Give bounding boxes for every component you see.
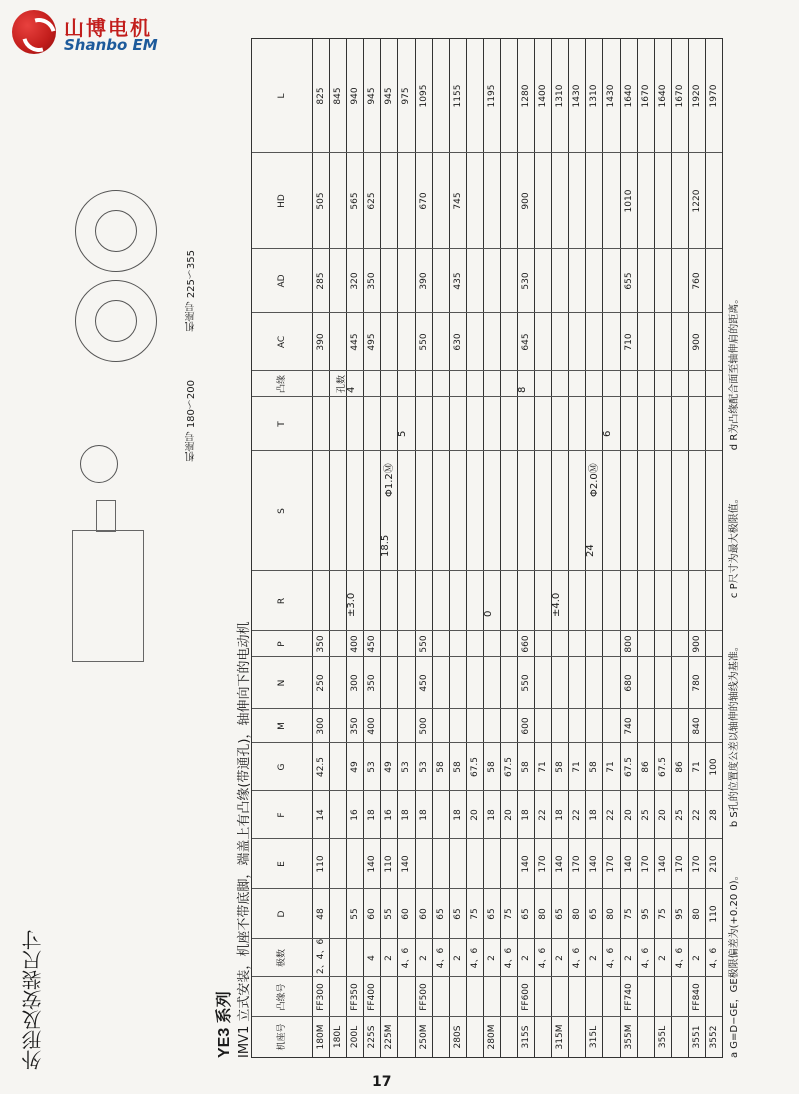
cell-L: 1400 bbox=[538, 84, 549, 108]
header-flange: 凸缘号 bbox=[252, 976, 312, 1017]
cell-frame: 355M bbox=[623, 1024, 634, 1050]
cell-L: 1640 bbox=[623, 84, 634, 108]
cell-E: 140 bbox=[401, 855, 412, 873]
cell-G: 71 bbox=[606, 761, 617, 773]
cell-L: 945 bbox=[367, 87, 378, 105]
cell-F: 18 bbox=[555, 809, 566, 821]
cell-D: 65 bbox=[555, 908, 566, 920]
cell-frame: 225M bbox=[384, 1024, 395, 1050]
cell-poles: 2 bbox=[657, 955, 668, 961]
cell-G: 86 bbox=[674, 761, 685, 773]
cell-L: 945 bbox=[384, 87, 395, 105]
cell-E: 110 bbox=[316, 855, 326, 873]
cell-poles: 4、6 bbox=[435, 947, 446, 969]
cell-P: 350 bbox=[316, 635, 326, 653]
cell-AC: 445 bbox=[350, 333, 361, 351]
diagram-label-b: 机座号 225～355 bbox=[186, 250, 197, 332]
cell-G: 58 bbox=[486, 761, 497, 773]
cell-AD: 655 bbox=[623, 272, 634, 290]
cell-AC: 710 bbox=[623, 333, 634, 351]
cell-F: 18 bbox=[418, 809, 429, 821]
motor-drawings bbox=[60, 200, 170, 680]
cell-AC: 630 bbox=[452, 333, 463, 351]
cell-F: 18 bbox=[401, 809, 412, 821]
col-divider bbox=[252, 1016, 722, 1017]
cell-L: 940 bbox=[350, 87, 361, 105]
cell-L: 975 bbox=[401, 87, 412, 105]
cell-G: 67.5 bbox=[623, 756, 634, 778]
header-frame: 机座号 bbox=[252, 1016, 312, 1057]
cell-E: 170 bbox=[606, 855, 617, 873]
cell-D: 60 bbox=[401, 908, 412, 920]
cell-D: 60 bbox=[367, 908, 378, 920]
cell-F: 22 bbox=[572, 809, 583, 821]
header-P: P bbox=[252, 630, 312, 657]
r-tol-1: ±3.0 bbox=[346, 592, 358, 617]
cell-F: 14 bbox=[316, 809, 326, 821]
rotated-content bbox=[211, 40, 786, 1058]
r-tol-2: ±4.0 bbox=[551, 592, 563, 617]
dimension-table bbox=[251, 38, 723, 1058]
cell-G: 53 bbox=[418, 761, 429, 773]
cell-L: 1095 bbox=[418, 84, 429, 108]
cell-G: 58 bbox=[521, 761, 531, 773]
header-poles: 极数 bbox=[252, 938, 312, 977]
header-T: T bbox=[252, 396, 312, 451]
cell-E: 170 bbox=[691, 855, 702, 873]
cell-D: 75 bbox=[503, 908, 514, 920]
col-divider bbox=[252, 938, 722, 939]
cell-AC: 495 bbox=[367, 333, 378, 351]
motor-shaft bbox=[96, 500, 116, 532]
cell-F: 22 bbox=[606, 809, 617, 821]
cell-AD: 390 bbox=[418, 272, 429, 290]
cell-G: 67.5 bbox=[657, 756, 668, 778]
cell-frame: 315S bbox=[521, 1025, 531, 1049]
holes-1: 4 bbox=[346, 386, 358, 393]
flange-view-a-inner bbox=[95, 300, 137, 342]
cell-N: 350 bbox=[367, 674, 378, 692]
cell-L: 1670 bbox=[674, 84, 685, 108]
cell-P: 550 bbox=[418, 635, 429, 653]
cell-AD: 435 bbox=[452, 272, 463, 290]
cell-D: 65 bbox=[486, 908, 497, 920]
page-title: 外形及安装尺寸 bbox=[21, 930, 45, 1070]
cell-poles: 4 bbox=[367, 955, 378, 961]
cell-D: 65 bbox=[521, 908, 531, 920]
header-D: D bbox=[252, 888, 312, 939]
cell-L: 1280 bbox=[521, 84, 531, 108]
cell-F: 18 bbox=[452, 809, 463, 821]
cell-HD: 505 bbox=[316, 192, 326, 210]
cell-L: 1670 bbox=[640, 84, 651, 108]
cell-poles: 2、4、6 bbox=[316, 938, 326, 974]
cell-E: 140 bbox=[657, 855, 668, 873]
cell-flange: FF350 bbox=[350, 983, 361, 1011]
header-F: F bbox=[252, 790, 312, 839]
cell-F: 18 bbox=[486, 809, 497, 821]
series-subtitle: IMV1 立式安装，机座不带底脚，端盖上有凸缘(带通孔)，轴伸向下的电动机 bbox=[237, 621, 252, 1058]
cell-F: 25 bbox=[640, 809, 651, 821]
r-basic: 0 bbox=[482, 610, 494, 617]
cell-frame: 315L bbox=[589, 1025, 600, 1049]
cell-F: 20 bbox=[469, 809, 480, 821]
s-basic-1: 18.5 bbox=[380, 534, 392, 557]
cell-D: 80 bbox=[538, 908, 549, 920]
cell-E: 140 bbox=[521, 855, 531, 873]
col-divider bbox=[252, 708, 722, 709]
col-divider bbox=[252, 248, 722, 249]
cell-L: 1310 bbox=[589, 84, 600, 108]
cell-N: 300 bbox=[350, 674, 361, 692]
cell-D: 48 bbox=[316, 908, 326, 920]
holes-2: 8 bbox=[517, 386, 528, 393]
cell-E: 170 bbox=[572, 855, 583, 873]
header-E: E bbox=[252, 838, 312, 889]
cell-E: 140 bbox=[623, 855, 634, 873]
cell-F: 22 bbox=[538, 809, 549, 821]
cell-P: 800 bbox=[623, 635, 634, 653]
cell-AC: 645 bbox=[521, 333, 531, 351]
brand-cn: 山博电机 bbox=[64, 16, 152, 40]
cell-N: 680 bbox=[623, 674, 634, 692]
col-divider bbox=[252, 450, 722, 451]
col-divider bbox=[252, 396, 722, 397]
motor-side-view bbox=[72, 530, 144, 662]
cell-E: 170 bbox=[674, 855, 685, 873]
cell-G: 86 bbox=[640, 761, 651, 773]
cell-F: 16 bbox=[384, 809, 395, 821]
cell-M: 740 bbox=[623, 717, 634, 735]
s-pos-1: Φ1.2Ⓜ bbox=[384, 463, 396, 497]
cell-N: 550 bbox=[521, 674, 531, 692]
header-AC: AC bbox=[252, 312, 312, 371]
cell-HD: 1010 bbox=[623, 189, 634, 213]
series-title: YE3 系列 bbox=[216, 991, 233, 1058]
cell-D: 75 bbox=[657, 908, 668, 920]
cell-D: 80 bbox=[691, 908, 702, 920]
cell-AC: 390 bbox=[316, 333, 326, 351]
brand-logo bbox=[12, 10, 232, 60]
cell-poles: 4、6 bbox=[708, 947, 719, 969]
cell-frame: 225S bbox=[367, 1025, 378, 1049]
cell-G: 67.5 bbox=[503, 756, 514, 778]
cell-E: 210 bbox=[708, 855, 719, 873]
cell-P: 450 bbox=[367, 635, 378, 653]
cell-L: 1640 bbox=[657, 84, 668, 108]
cell-AD: 530 bbox=[521, 272, 531, 290]
cell-M: 400 bbox=[367, 717, 378, 735]
cell-L: 845 bbox=[333, 87, 344, 105]
cell-D: 75 bbox=[623, 908, 634, 920]
cell-flange: FF400 bbox=[367, 983, 378, 1011]
cell-frame: 3552 bbox=[708, 1025, 719, 1049]
col-divider bbox=[252, 790, 722, 791]
cell-D: 75 bbox=[469, 908, 480, 920]
cell-HD: 1220 bbox=[691, 189, 702, 213]
cell-D: 95 bbox=[640, 908, 651, 920]
cell-poles: 2 bbox=[384, 955, 395, 961]
cell-HD: 670 bbox=[418, 192, 429, 210]
cell-HD: 565 bbox=[350, 192, 361, 210]
cell-AC: 550 bbox=[418, 333, 429, 351]
cell-F: 16 bbox=[350, 809, 361, 821]
cell-F: 20 bbox=[503, 809, 514, 821]
footnote-a: a G=D−GE，GE极限偏差为(+0.20 0)。 bbox=[729, 870, 740, 1058]
cell-D: 65 bbox=[589, 908, 600, 920]
cell-D: 80 bbox=[606, 908, 617, 920]
header-S: S bbox=[252, 450, 312, 571]
cell-N: 450 bbox=[418, 674, 429, 692]
cell-G: 53 bbox=[401, 761, 412, 773]
cell-M: 840 bbox=[691, 717, 702, 735]
cell-D: 65 bbox=[452, 908, 463, 920]
cell-G: 49 bbox=[384, 761, 395, 773]
cell-D: 95 bbox=[674, 908, 685, 920]
header-AD: AD bbox=[252, 248, 312, 313]
cell-frame: 250M bbox=[418, 1024, 429, 1050]
header-holes: 凸缘孔数 bbox=[252, 370, 312, 397]
cell-P: 660 bbox=[521, 635, 531, 653]
col-divider bbox=[252, 630, 722, 631]
cell-F: 18 bbox=[521, 809, 531, 821]
cell-AD: 760 bbox=[691, 272, 702, 290]
footnotes bbox=[725, 40, 740, 1058]
page-number: 17 bbox=[372, 1074, 392, 1090]
cell-P: 900 bbox=[691, 635, 702, 653]
cell-G: 100 bbox=[708, 758, 719, 776]
cell-poles: 2 bbox=[623, 955, 634, 961]
col-divider bbox=[252, 570, 722, 571]
col-divider bbox=[252, 976, 722, 977]
cell-G: 71 bbox=[538, 761, 549, 773]
footnote-b: b S孔的位置度公差以轴伸的轴线为基准。 bbox=[729, 641, 740, 828]
cell-frame: 280M bbox=[486, 1024, 497, 1050]
col-divider bbox=[252, 152, 722, 153]
header-M: M bbox=[252, 708, 312, 743]
col-divider bbox=[252, 742, 722, 743]
cell-D: 55 bbox=[350, 908, 361, 920]
cell-poles: 2 bbox=[418, 955, 429, 961]
cell-AD: 285 bbox=[316, 272, 326, 290]
cell-poles: 2 bbox=[691, 955, 702, 961]
cell-L: 1430 bbox=[572, 84, 583, 108]
cell-poles: 4、6 bbox=[469, 947, 480, 969]
cell-poles: 2 bbox=[486, 955, 497, 961]
cell-E: 140 bbox=[589, 855, 600, 873]
cell-poles: 4、6 bbox=[401, 947, 412, 969]
cell-E: 110 bbox=[384, 855, 395, 873]
table-row bbox=[329, 39, 347, 1057]
cell-F: 18 bbox=[589, 809, 600, 821]
col-divider bbox=[252, 838, 722, 839]
cell-AD: 350 bbox=[367, 272, 378, 290]
cell-F: 20 bbox=[623, 809, 634, 821]
cell-poles: 4、6 bbox=[606, 947, 617, 969]
cell-M: 300 bbox=[316, 717, 326, 735]
col-divider bbox=[252, 656, 722, 657]
col-divider bbox=[252, 312, 722, 313]
cell-M: 600 bbox=[521, 717, 531, 735]
cell-poles: 2 bbox=[589, 955, 600, 961]
cell-flange: FF840 bbox=[691, 983, 702, 1011]
cell-L: 1155 bbox=[452, 84, 463, 108]
cell-P: 400 bbox=[350, 635, 361, 653]
cell-poles: 2 bbox=[521, 955, 531, 961]
header-L: L bbox=[252, 38, 312, 153]
cell-D: 110 bbox=[708, 905, 719, 923]
cell-G: 67.5 bbox=[469, 756, 480, 778]
cell-AC: 900 bbox=[691, 333, 702, 351]
cell-frame: 180M bbox=[316, 1024, 326, 1050]
header-N: N bbox=[252, 656, 312, 709]
cell-poles: 4、6 bbox=[538, 947, 549, 969]
cell-N: 250 bbox=[316, 674, 326, 692]
col-divider bbox=[252, 370, 722, 371]
cell-F: 25 bbox=[674, 809, 685, 821]
t-basic-1: 5 bbox=[397, 430, 409, 437]
cell-L: 825 bbox=[316, 87, 326, 105]
cell-HD: 625 bbox=[367, 192, 378, 210]
header-HD: HD bbox=[252, 152, 312, 249]
cell-E: 140 bbox=[367, 855, 378, 873]
cell-G: 49 bbox=[350, 761, 361, 773]
cell-flange: FF500 bbox=[418, 983, 429, 1011]
cell-D: 80 bbox=[572, 908, 583, 920]
cell-frame: 280S bbox=[452, 1025, 463, 1049]
cell-E: 170 bbox=[640, 855, 651, 873]
cell-N: 780 bbox=[691, 674, 702, 692]
cell-poles: 4、6 bbox=[674, 947, 685, 969]
cell-E: 170 bbox=[538, 855, 549, 873]
t-basic-2: 6 bbox=[602, 430, 614, 437]
cell-G: 71 bbox=[572, 761, 583, 773]
cell-flange: FF740 bbox=[623, 983, 634, 1011]
cell-F: 18 bbox=[367, 809, 378, 821]
cell-M: 500 bbox=[418, 717, 429, 735]
flange-view-b-inner bbox=[95, 210, 137, 252]
diagram-label-a: 机座号 180～200 bbox=[186, 380, 197, 462]
cell-flange: FF300 bbox=[316, 983, 326, 1011]
s-basic-2: 24 bbox=[585, 544, 597, 557]
cell-poles: 4、6 bbox=[572, 947, 583, 969]
header-R: R bbox=[252, 570, 312, 631]
cell-frame: 200L bbox=[350, 1025, 361, 1049]
header-G: G bbox=[252, 742, 312, 791]
cell-G: 58 bbox=[435, 761, 446, 773]
cell-D: 60 bbox=[418, 908, 429, 920]
footnote-d: d R为凸缘配合面至轴伸肩的距离。 bbox=[729, 293, 740, 451]
cell-frame: 3551 bbox=[691, 1025, 702, 1049]
cell-G: 53 bbox=[367, 761, 378, 773]
cell-M: 350 bbox=[350, 717, 361, 735]
cell-flange: FF600 bbox=[521, 983, 531, 1011]
logo-mark-icon bbox=[12, 10, 56, 54]
cell-L: 1430 bbox=[606, 84, 617, 108]
cell-G: 71 bbox=[691, 761, 702, 773]
cell-L: 1310 bbox=[555, 84, 566, 108]
shaft-key-view bbox=[80, 445, 118, 483]
cell-D: 55 bbox=[384, 908, 395, 920]
col-divider bbox=[252, 888, 722, 889]
cell-AD: 320 bbox=[350, 272, 361, 290]
footnote-c: c P尺寸为最大极限值。 bbox=[729, 493, 740, 599]
s-pos-2: Φ2.0Ⓜ bbox=[589, 463, 601, 497]
cell-poles: 2 bbox=[452, 955, 463, 961]
cell-HD: 900 bbox=[521, 192, 531, 210]
cell-frame: 180L bbox=[333, 1025, 344, 1049]
cell-poles: 2 bbox=[555, 955, 566, 961]
cell-G: 58 bbox=[452, 761, 463, 773]
cell-poles: 4、6 bbox=[503, 947, 514, 969]
cell-G: 42.5 bbox=[316, 756, 326, 778]
cell-D: 65 bbox=[435, 908, 446, 920]
cell-E: 140 bbox=[555, 855, 566, 873]
cell-F: 28 bbox=[708, 809, 719, 821]
cell-frame: 355L bbox=[657, 1025, 668, 1049]
cell-frame: 315M bbox=[555, 1024, 566, 1050]
cell-L: 1920 bbox=[691, 84, 702, 108]
cell-F: 22 bbox=[691, 809, 702, 821]
cell-poles: 4、6 bbox=[640, 947, 651, 969]
cell-G: 58 bbox=[589, 761, 600, 773]
cell-L: 1195 bbox=[486, 84, 497, 108]
cell-G: 58 bbox=[555, 761, 566, 773]
brand-en: Shanbo EM bbox=[64, 36, 158, 54]
cell-L: 1970 bbox=[708, 84, 719, 108]
cell-F: 20 bbox=[657, 809, 668, 821]
cell-HD: 745 bbox=[452, 192, 463, 210]
